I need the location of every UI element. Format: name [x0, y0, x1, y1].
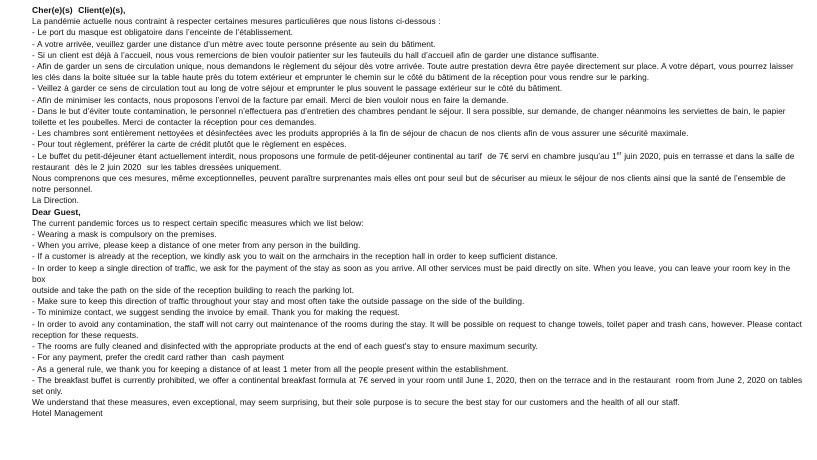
text-line: - If a customer is already at the reception, we kindly ask you to wait on the armchairs in the reception hall in order to keep sufficient distance. — [32, 251, 558, 262]
text-line: - The breakfast buffet is currently prohibited, we offer a continental breakfast formula at 7€ served in your room until June 1, 2020, then on the terrace and in the restaurant room from June 2, 2020 on tables — [32, 374, 803, 385]
text-line: outside and take the path on the side of the reception building to reach the parking lot. — [32, 285, 354, 296]
text-line: - To minimize contact, we suggest sending the invoice by email. Thank you for making the request. — [32, 307, 400, 318]
text-line: - As a general rule, we thank you for keeping a distance of at least 1 meter from all the people present within the establishment. — [32, 363, 509, 374]
text-line: - Wearing a mask is compulsory on the premises. — [32, 229, 217, 240]
text-line: - Make sure to keep this direction of traffic throughout your stay and most often take the outside passage on the side of the building. — [32, 296, 525, 307]
text-line: La Direction. — [32, 195, 79, 206]
text-line: - Dans le but d’éviter toute contamination, le personnel n’effectuera pas d’entretien des chambres pendant le séjour. Il sera possible, sur demande, de changer néanmoins les serviettes de bain, le papier — [32, 105, 786, 116]
french-breakfast-text-end: juin 2020, puis en terrasse et dans la salle de — [621, 150, 795, 161]
text-line: La pandémie actuelle nous contraint à respecter certaines mesures particulières que nous listons ci-dessous : — [32, 16, 441, 27]
text-line: - Si un client est déjà à l’accueil, nous vous remercions de bien vouloir patienter sur les fauteuils du hall d’accueil afin de garder une distance suffisante. — [32, 49, 599, 60]
text-line: - Pour tout règlement, préférer la carte de crédit plutôt que le règlement en espèces. — [32, 139, 347, 150]
text-line: Hotel Management — [32, 408, 103, 419]
french-breakfast-superscript: er — [616, 150, 622, 157]
text-line: toilette et les poubelles. Merci de contacter la réception pour ces demandes. — [32, 117, 317, 128]
text-line: - Les chambres sont entièrement nettoyées et désinfectées avec les produits appropriés à la fin de séjour de chacun de nos clients afin de vous assurer une sécurité maximale. — [32, 128, 689, 139]
french-breakfast-line — [32, 151, 803, 162]
text-line: - A votre arrivée, veuillez garder une distance d’un mètre avec toute personne présente au sein du bâtiment. — [32, 38, 436, 49]
text-line: les clés dans la boite située sur la table haute près du totem extérieur et emprunter le chemin sur le côté du bâtiment de la réception pour vous rendre sur le parking. — [32, 72, 650, 83]
text-line: reception for these requests. — [32, 329, 139, 340]
text-line: We understand that these measures, even exceptional, may seem surprising, but their sole purpose is to secure the best stay for our customers and the health of all our staff. — [32, 397, 680, 408]
text-line: - Veillez à garder ce sens de circulation tout au long de votre séjour et emprunter le plus souvent le passage extérieur sur le côté du bâtiment. — [32, 83, 563, 94]
french-body — [32, 16, 803, 150]
french-greeting: Cher(e)(s) Client(e)(s), — [32, 5, 126, 15]
text-line: - When you arrive, please keep a distance of one meter from any person in the building. — [32, 240, 361, 251]
text-line: - Afin de garder un sens de circulation unique, nous demandons le règlement du séjour dès votre arrivée. Toute autre prestation devra être payée directement sur place. A votre départ, vous pourrez laisser — [32, 61, 794, 72]
text-line: Nous comprenons que ces mesures, même exceptionnelles, peuvent paraître surprenantes mais elles ont pour seul but de sécuriser au mieux le séjour de nos clients ainsi que la santé de l’ensemble de — [32, 173, 786, 184]
text-line: - Afin de minimiser les contacts, nous proposons l’envoi de la facture par email. Merci de bien vouloir nous en faire la demande. — [32, 94, 509, 105]
text-line: The current pandemic forces us to respect certain specific measures which we list below: — [32, 217, 364, 228]
text-line: - Le port du masque est obligatoire dans l’enceinte de l’établissement. — [32, 27, 293, 38]
french-closing — [32, 162, 803, 207]
french-breakfast-text: - Le buffet du petit-déjeuner étant actuellement interdit, nous proposons une formule de petit-déjeuner continental au tarif de 7€ servi en chambre jusqu’au 1 — [32, 150, 617, 161]
english-greeting: Dear Guest, — [32, 206, 81, 217]
text-line: - The rooms are fully cleaned and disinfected with the appropriate products at the end of each guest's stay to ensure maximum security. — [32, 341, 538, 352]
text-line: set only. — [32, 385, 63, 396]
text-line: notre personnel. — [32, 184, 93, 195]
text-line: restaurant dès le 2 juin 2020 sur les tables dressées uniquement. — [32, 161, 282, 172]
text-line: - In order to avoid any contamination, the staff will not carry out maintenance of the rooms during the stay. It will be possible on request to change towels, toilet paper and trash cans, however. Please contact — [32, 318, 802, 329]
english-body — [32, 218, 803, 420]
text-line: - In order to keep a single direction of traffic, we ask for the payment of the stay as soon as you arrive. All other services must be paid directly on site. When you leave, you can leave your room key in the box — [32, 262, 793, 284]
text-line: - For any payment, prefer the credit card rather than cash payment — [32, 352, 284, 363]
